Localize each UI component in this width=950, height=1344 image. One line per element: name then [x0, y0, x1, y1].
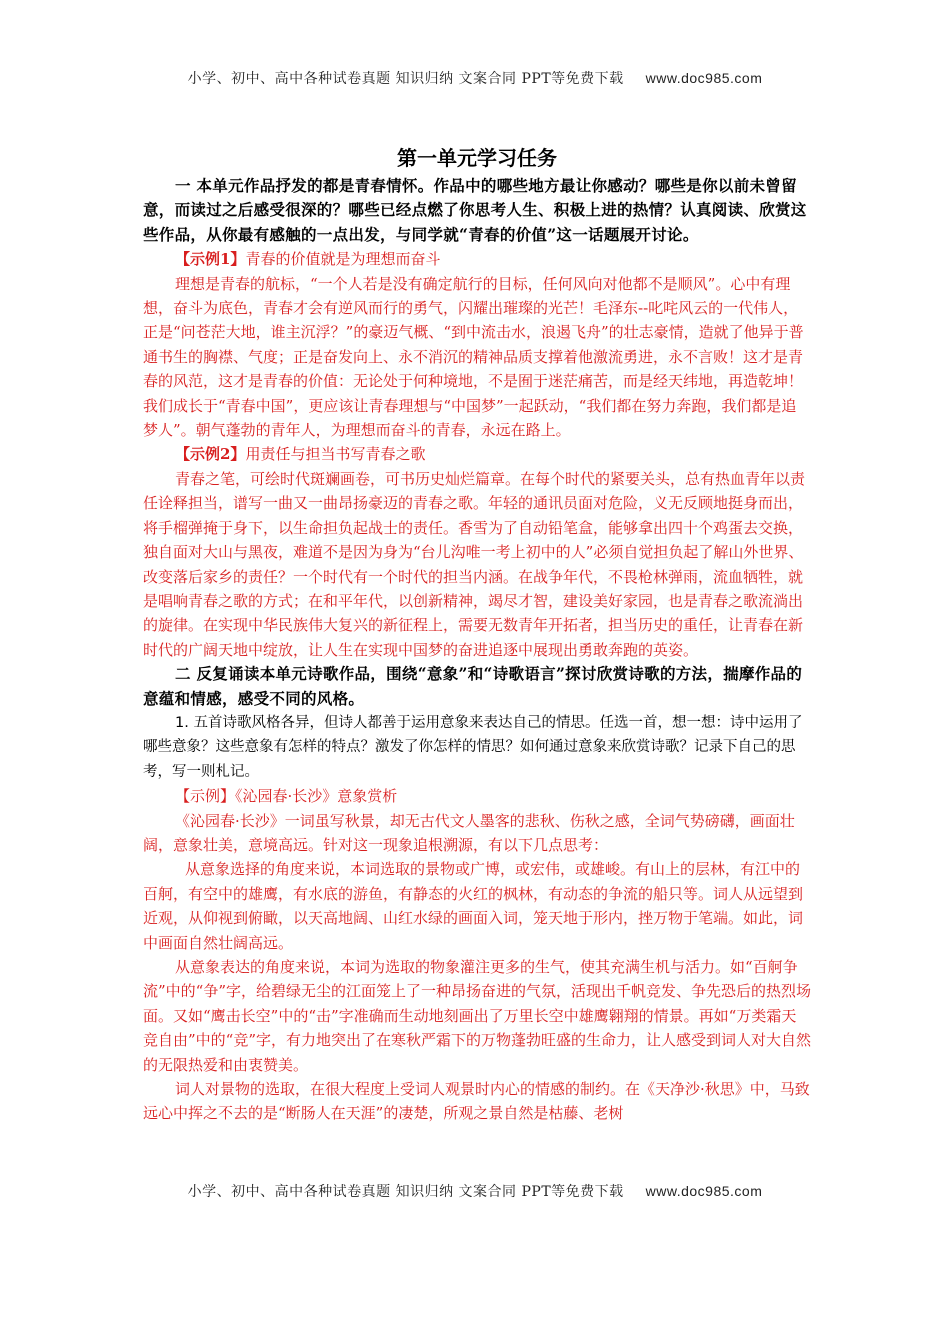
example-2-title: 用责任与担当书写青春之歌	[245, 445, 426, 464]
document-body	[143, 142, 811, 1126]
header-url[interactable]: www.doc985.com	[645, 70, 763, 86]
example-1-body: 理想是青春的航标，“一个人若是没有确定航行的目标，任何风向对他都不是顺风”。心中有理想，奋斗为底色，青春才会有逆风而行的勇气，闪耀出璀璨的光芒！毛泽东--叱咤风云的一代伟人，正是“问苍茫大地，谁主沉浮？”的豪迈气概、“到中流击水，浪遏飞舟”的壮志豪情，造就了他异于普通书生的胸襟、气度；正是奋发向上、永不消沉的精神品质支撑着他激流勇进，永不言败！这才是青春的风范，这才是青春的价值：无论处于何种境地，不是囿于迷茫痛苦，而是经天纬地，再造乾坤！我们成长于“青春中国”，更应该让青春理想与“中国梦”一起跃动，“我们都在努力奔跑，我们都是追梦人”。朝气蓬勃的青年人，为理想而奋斗的青春，永远在路上。	[143, 274, 804, 440]
example-3-para-2: 从意象表达的角度来说，本词为选取的物象灌注更多的生气，使其充满生机与活力。如“百舸争流”中的“争”字，给碧绿无尘的江面笼上了一种昂扬奋进的气氛，活现出千帆竞发、争先恐后的热烈场面。又如“鹰击长空”中的“击”字准确而生动地刻画出了万里长空中雄鹰翱翔的情景。再如“万类霜天竞自由”中的“竞”字，有力地突出了在寒秋严霜下的万物蓬勃旺盛的生命力，让人感受到词人对大自然的无限热爱和由衷赞美。	[143, 958, 812, 1074]
header-text: 小学、初中、高中各种试卷真题 知识归纳 文案合同 PPT等免费下载	[187, 71, 624, 87]
example-1-heading	[143, 247, 811, 271]
page-title: 第一单元学习任务	[397, 146, 557, 170]
example-3-title: 《沁园春·长沙》意象赏析	[235, 787, 398, 806]
example-1-title: 青春的价值就是为理想而奋斗	[245, 250, 441, 269]
example-2-tag: 【示例2】	[175, 445, 246, 464]
example-3-para-3: 词人对景物的选取，在很大程度上受词人观景时内心的情感的制约。在《天净沙·秋思》中，马致远心中挥之不去的是“断肠人在天涯”的凄楚，所观之景自然是枯藤、老树	[143, 1080, 810, 1123]
example-3-intro: 《沁园春·长沙》一词虽写秋景，却无古代文人墨客的悲秋、伤秋之感，全词气势磅礴，画面壮阔，意象壮美，意境高远。针对这一现象追根溯源，有以下几点思考：	[143, 811, 795, 854]
page-footer	[0, 1181, 950, 1201]
example-3-heading	[143, 784, 811, 808]
example-2-body: 青春之笔，可绘时代斑斓画卷，可书历史灿烂篇章。在每个时代的紧要关头，总有热血青年以责任诠释担当，谱写一曲又一曲昂扬豪迈的青春之歌。年轻的通讯员面对危险，义无反顾地挺身而出，将手榴弹掩于身下，以生命担负起战士的责任。香雪为了自动铅笔盒，能够拿出四十个鸡蛋去交换，独自面对大山与黑夜，难道不是因为身为“台儿沟唯一考上初中的人”必须自觉担负起了解山外世界、改变落后家乡的责任？一个时代有一个时代的担当内涵。在战争年代，不畏枪林弹雨，流血牺牲，就是唱响青春之歌的方式；在和平年代，以创新精神，竭尽才智，建设美好家园，也是青春之歌流淌出的旋律。在实现中华民族伟大复兴的新征程上，需要无数青年开拓者，担当历史的重任，让青春在新时代的广阔天地中绽放，让人生在实现中国梦的奋进追逐中展现出勇敢奔跑的英姿。	[143, 469, 806, 659]
example-2-heading	[143, 442, 811, 466]
footer-url[interactable]: www.doc985.com	[645, 1183, 763, 1199]
question-one: 1. 五首诗歌风格各异，但诗人都善于运用意象来表达自己的情思。任选一首，想一想：诗中运用了哪些意象？这些意象有怎样的特点？激发了你怎样的情思？如何通过意象来欣赏诗歌？记录下自己的思考，写一则札记。	[143, 714, 803, 780]
example-3-tag: 【示例】	[175, 787, 236, 806]
page-header	[0, 68, 950, 88]
task-two: 二 反复诵读本单元诗歌作品，围绕“意象”和“诗歌语言”探讨欣赏诗歌的方法，揣摩作品的意蕴和情感，感受不同的风格。	[143, 664, 803, 708]
task-one: 一 本单元作品抒发的都是青春情怀。作品中的哪些地方最让你感动？哪些是你以前未曾留意，而读过之后感受很深的？哪些已经点燃了你思考人生、积极上进的热情？认真阅读、欣赏这些作品，从你最有感触的一点出发，与同学就“青春的价值”这一话题展开讨论。	[143, 176, 807, 244]
footer-text: 小学、初中、高中各种试卷真题 知识归纳 文案合同 PPT等免费下载	[187, 1184, 624, 1200]
example-3-para-1: 从意象选择的角度来说，本词选取的景物或广博，或宏伟，或雄峻。有山上的层林，有江中的百舸，有空中的雄鹰，有水底的游鱼，有静态的火红的枫林，有动态的争流的船只等。词人从远望到近观，从仰视到俯瞰，以天高地阔、山红水绿的画面入词，笼天地于形内，挫万物于笔端。如此，词中画面自然壮阔高远。	[143, 860, 804, 952]
example-1-tag: 【示例1】	[175, 250, 246, 269]
